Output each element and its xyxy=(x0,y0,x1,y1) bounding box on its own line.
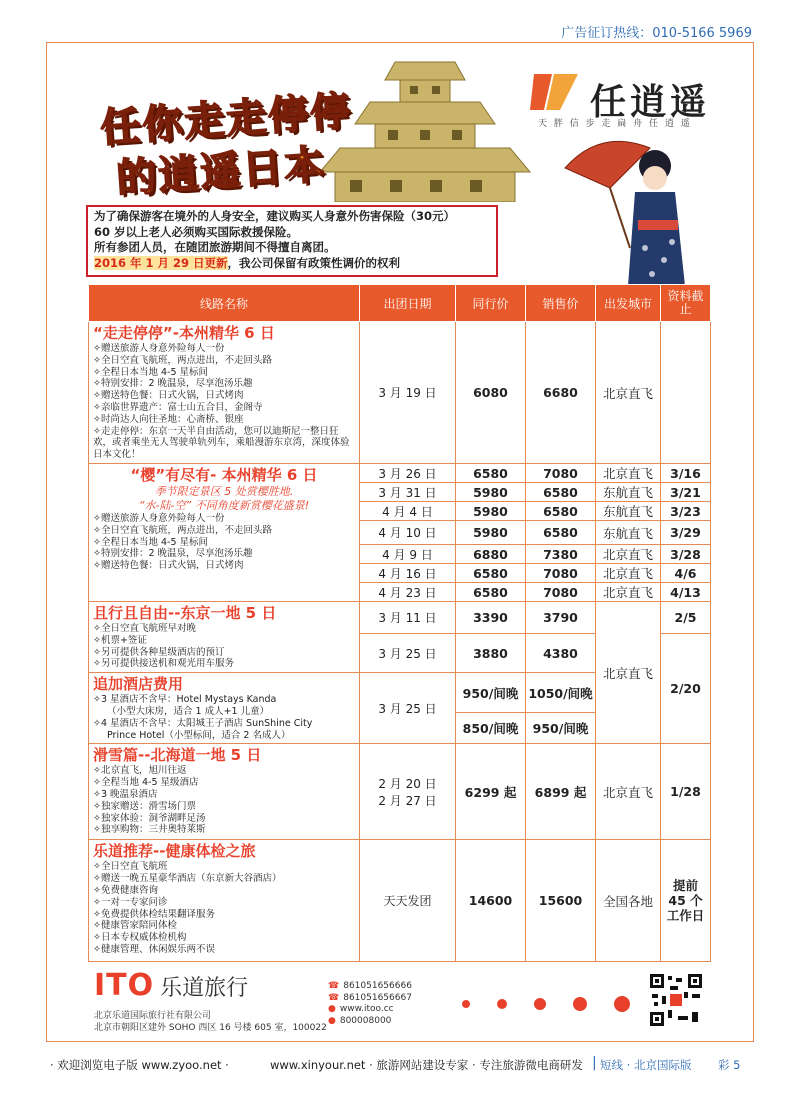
route6-sale-price: 15600 xyxy=(526,840,596,962)
phone-1: 861051656666 xyxy=(343,981,412,991)
list-item: ✧ 4 星酒店不含早：太阳城王子酒店 SunShine City xyxy=(93,718,355,730)
route3-title: 且行且自由--东京一地 5 日 xyxy=(93,604,277,622)
list-item: ✧ 另可提供接送机和观光用车服务 xyxy=(93,658,355,670)
route4-date: 3 月 25 日 xyxy=(360,673,456,744)
notice-box xyxy=(86,205,498,277)
route2-deadline: 3/23 xyxy=(661,502,711,521)
route2-deadline: 3/21 xyxy=(661,483,711,502)
route6-deadline: 提前 45 个工作日 xyxy=(661,840,711,962)
route2-deadline: 4/6 xyxy=(661,564,711,583)
route2-trade-price: 5980 xyxy=(456,521,526,545)
table-row xyxy=(89,840,711,962)
route2-deadline: 4/13 xyxy=(661,583,711,602)
route2-deadline: 3/28 xyxy=(661,545,711,564)
route2-date: 3 月 31 日 xyxy=(360,483,456,502)
route2-trade-price: 6880 xyxy=(456,545,526,564)
bottom-bar xyxy=(0,1054,800,1076)
brand-logo-icon xyxy=(530,68,582,116)
list-item: ✧ 全程当地 4-5 星级酒店 xyxy=(93,777,355,789)
col-trade-price: 同行价 xyxy=(456,285,526,322)
route5-trade-price: 6299 起 xyxy=(456,744,526,840)
bottom-left: · 欢迎浏览电子版 www.zyoo.net · xyxy=(50,1058,229,1072)
dot-icon xyxy=(462,1000,470,1008)
phone-2: 861051656667 xyxy=(343,992,412,1003)
dot-icon xyxy=(573,997,587,1011)
fax-icon: ☎ xyxy=(328,992,340,1003)
route2-date: 4 月 9 日 xyxy=(360,545,456,564)
route4-sale-price: 950/间晚 xyxy=(526,712,596,743)
route2-date: 3 月 26 日 xyxy=(360,464,456,483)
route3-date: 3 月 25 日 xyxy=(360,634,456,673)
route2-trade-price: 6580 xyxy=(456,464,526,483)
route5-sale-price: 6899 起 xyxy=(526,744,596,840)
dot-icon xyxy=(497,999,507,1009)
route2-trade-price: 6580 xyxy=(456,564,526,583)
list-item: ✧ 一对一专家问诊 xyxy=(93,897,355,909)
table-header-row xyxy=(89,285,711,322)
list-item: ✧ 免费健康咨询 xyxy=(93,885,355,897)
table-row xyxy=(89,322,711,464)
col-date: 出团日期 xyxy=(360,285,456,322)
headline-line1: 任你走走停停 xyxy=(98,88,354,152)
route4-trade-price: 950/间晚 xyxy=(456,673,526,713)
route5-date: 2 月 27 日 xyxy=(378,793,437,808)
route2-sale-price: 7080 xyxy=(526,564,596,583)
route1-date: 3 月 19 日 xyxy=(360,322,456,464)
route3-sale-price: 4380 xyxy=(526,634,596,673)
route6-trade-price: 14600 xyxy=(456,840,526,962)
brand-name: 任逍遥 xyxy=(590,82,711,123)
list-item: ✧ 机票+签证 xyxy=(93,635,355,647)
route2-sale-price: 6580 xyxy=(526,483,596,502)
bottom-right: 短线 · 北京国际版 xyxy=(600,1058,692,1072)
route2-deadline: 3/29 xyxy=(661,521,711,545)
update-tail: ，我公司保留有政策性调价的权利 xyxy=(227,255,401,270)
list-item: ✧ 赠送特色餐：日式火锅，日式烤肉 xyxy=(93,390,355,402)
list-item: ✧ 全日空直飞航班，两点进出，不走回头路 xyxy=(93,525,355,537)
route2-city: 北京直飞 xyxy=(596,464,661,483)
col-deadline: 资料截止 xyxy=(661,285,711,322)
hotline-icon: ● xyxy=(328,1015,336,1026)
list-item: ✧ 3 晚温泉酒店 xyxy=(93,789,355,801)
route3-date: 3 月 11 日 xyxy=(360,602,456,634)
route2-city: 东航直飞 xyxy=(596,483,661,502)
list-item: ✧ 特别安排：2 晚温泉，尽享泡汤乐趣 xyxy=(93,378,355,390)
list-item: ✧ 健康管理、休闲娱乐两不误 xyxy=(93,944,355,956)
qr-code-icon xyxy=(648,972,704,1028)
route2-trade-price: 6580 xyxy=(456,583,526,602)
list-item: ✧ 另可提供各种星级酒店的预订 xyxy=(93,647,355,659)
list-item: ✧ 亲临世界遗产：富士山五合目，金阁寺 xyxy=(93,402,355,414)
route2-handwritten-1: 季节限定景区 5 处赏樱胜地. xyxy=(154,485,294,498)
route4-title: 追加酒店费用 xyxy=(93,675,184,694)
route5-dates xyxy=(360,744,456,840)
brand-slogan: 天 胖 信 步 走 扁 舟 任 逍 遥 xyxy=(538,119,692,129)
list-item: ✧ 独家体验：洞爷湖畔足汤 xyxy=(93,813,355,825)
list-item: ✧ 健康管家陪同体检 xyxy=(93,920,355,932)
page-number: 彩 5 xyxy=(718,1058,741,1072)
route2-title: “樱”有尽有- 本州精华 6 日 xyxy=(130,466,318,484)
headline-line2: 的逍遥日本 xyxy=(114,141,328,203)
ito-logo-cn: 乐道旅行 xyxy=(160,976,249,1001)
route3-sale-price: 3790 xyxy=(526,602,596,634)
route2-city: 北京直飞 xyxy=(596,583,661,602)
route2-city: 东航直飞 xyxy=(596,502,661,521)
list-item: ✧ 特别安排：2 晚温泉，尽享泡汤乐趣 xyxy=(93,548,355,560)
table-row xyxy=(89,464,711,483)
route2-city: 北京直飞 xyxy=(596,545,661,564)
route2-date: 4 月 4 日 xyxy=(360,502,456,521)
route5-title: 滑雪篇--北海道一地 5 日 xyxy=(93,746,262,765)
list-item: ✧ 走走停停：东京一天半自由活动，您可以迪斯尼一整日狂欢，或者乘坐无人驾驶单轨列车，乘船漫游东京湾，深度体验日本文化！ xyxy=(93,426,355,461)
company-info xyxy=(94,1010,327,1034)
routes-table xyxy=(88,284,711,962)
list-item: ✧ 免费提供体检结果翻译服务 xyxy=(93,909,355,921)
ito-logo: ITO xyxy=(94,968,155,1003)
contact-list xyxy=(328,981,412,1027)
route1-desc xyxy=(89,322,360,464)
route2-date: 4 月 23 日 xyxy=(360,583,456,602)
route2-desc xyxy=(89,464,360,602)
list-item: ✧ 北京直飞，旭川往返 xyxy=(93,765,355,777)
update-date: 2016 年 1 月 29 日更新 xyxy=(94,255,228,270)
route5-deadline: 1/28 xyxy=(661,744,711,840)
list-item: ✧ 时尚达人向往圣地：心斋桥、银座 xyxy=(93,414,355,426)
list-item: ✧ 全日空直飞航班，两点进出，不走回头路 xyxy=(93,355,355,367)
dot-icon xyxy=(614,996,630,1012)
geisha-illustration xyxy=(560,128,710,288)
list-item: ✧ 独家赠送：滑雪场门票 xyxy=(93,801,355,813)
route4-trade-price: 850/间晚 xyxy=(456,712,526,743)
dot-icon xyxy=(534,998,546,1010)
route2-trade-price: 5980 xyxy=(456,502,526,521)
route2-sale-price: 7080 xyxy=(526,464,596,483)
list-item: ✧ 独享购物：三井奥特莱斯 xyxy=(93,824,355,836)
route3-trade-price: 3880 xyxy=(456,634,526,673)
hotline-text: 广告征订热线：010-5166 5969 xyxy=(561,26,752,41)
list-item: ✧ 全程日本当地 4-5 星标间 xyxy=(93,537,355,549)
bottom-separator: | xyxy=(592,1055,597,1071)
route6-title: 乐道推荐--健康体检之旅 xyxy=(93,842,256,861)
route2-trade-price: 5980 xyxy=(456,483,526,502)
list-item: ✧ 日本专权威体检机构 xyxy=(93,932,355,944)
route5-desc xyxy=(89,744,360,840)
notice-line2: 60 岁以上老人必须购买国际救援保险。 xyxy=(94,224,299,239)
route3-deadline: 2/5 xyxy=(661,602,711,634)
route4-deadline: 2/20 xyxy=(661,634,711,744)
route1-deadline xyxy=(661,322,711,464)
list-item-sub: （小型大床房，适合 1 成人+1 儿童） xyxy=(107,705,270,717)
route4-sale-price: 1050/间晚 xyxy=(526,673,596,713)
notice-line3: 所有参团人员，在随团旅游期间不得擅自离团。 xyxy=(94,240,336,254)
route1-trade-price: 6080 xyxy=(456,322,526,464)
route1-sale-price: 6680 xyxy=(526,322,596,464)
list-item: ✧ 赠送一晚五星豪华酒店（东京新大谷酒店） xyxy=(93,873,355,885)
route6-city: 全国各地 xyxy=(596,840,661,962)
web-icon: ● xyxy=(328,1004,336,1014)
route1-title: “走走停停”-本州精华 6 日 xyxy=(93,324,275,342)
list-item: ✧ 赠送旅游人身意外险每人一份 xyxy=(93,513,355,525)
route3-city: 北京直飞 xyxy=(596,602,661,744)
route6-desc xyxy=(89,840,360,962)
list-item: ✧ 全日空直飞航班早对晚 xyxy=(93,623,355,635)
col-city: 出发城市 xyxy=(596,285,661,322)
list-item: ✧ 全日空直飞航班 xyxy=(93,861,355,873)
bottom-middle: www.xinyour.net · 旅游网站建设专家 · 专注旅游微电商研发 xyxy=(270,1058,583,1072)
route6-date: 天天发团 xyxy=(360,840,456,962)
list-item: ✧ 赠送特色餐：日式火锅，日式烤肉 xyxy=(93,560,355,572)
route2-sale-price: 7080 xyxy=(526,583,596,602)
route5-date: 2 月 20 日 xyxy=(378,776,437,791)
col-sale-price: 销售价 xyxy=(526,285,596,322)
route3-desc xyxy=(89,602,360,673)
col-route: 线路名称 xyxy=(89,285,360,322)
route2-city: 东航直飞 xyxy=(596,521,661,545)
list-item-sub: Prince Hotel（小型标间，适合 2 名成人） xyxy=(107,729,291,741)
route3-trade-price: 3390 xyxy=(456,602,526,634)
list-item: ✧ 3 星酒店不含早：Hotel Mystays Kanda xyxy=(93,694,355,706)
route2-sale-price: 7380 xyxy=(526,545,596,564)
website: www.itoo.cc xyxy=(339,1004,394,1014)
notice-update xyxy=(94,256,490,272)
route2-date: 4 月 16 日 xyxy=(360,564,456,583)
notice-line1: 为了确保游客在境外的人身安全，建议购买人身意外伤害保险（30元） xyxy=(94,209,455,223)
route4-desc xyxy=(89,673,360,744)
route1-city: 北京直飞 xyxy=(596,322,661,464)
route2-city: 北京直飞 xyxy=(596,564,661,583)
service-hotline: 800008000 xyxy=(339,1015,392,1026)
table-row xyxy=(89,602,711,634)
route2-handwritten-2: “水-陆-空” 不同角度新赏樱花盛景! xyxy=(138,499,310,512)
list-item: ✧ 赠送旅游人身意外险每人一份 xyxy=(93,343,355,355)
footer-logo xyxy=(94,968,248,1003)
decorative-dots xyxy=(462,993,652,1012)
route2-sale-price: 6580 xyxy=(526,502,596,521)
route2-date: 4 月 10 日 xyxy=(360,521,456,545)
company-address: 北京市朝阳区建外 SOHO 西区 16 号楼 605 室，100022 xyxy=(94,1023,327,1033)
route5-city: 北京直飞 xyxy=(596,744,661,840)
company-name: 北京乐道国际旅行社有限公司 xyxy=(94,1011,212,1021)
phone-icon: ☎ xyxy=(328,981,340,991)
route2-sale-price: 6580 xyxy=(526,521,596,545)
table-row xyxy=(89,744,711,840)
list-item: ✧ 全程日本当地 4-5 星标间 xyxy=(93,367,355,379)
route2-deadline: 3/16 xyxy=(661,464,711,483)
